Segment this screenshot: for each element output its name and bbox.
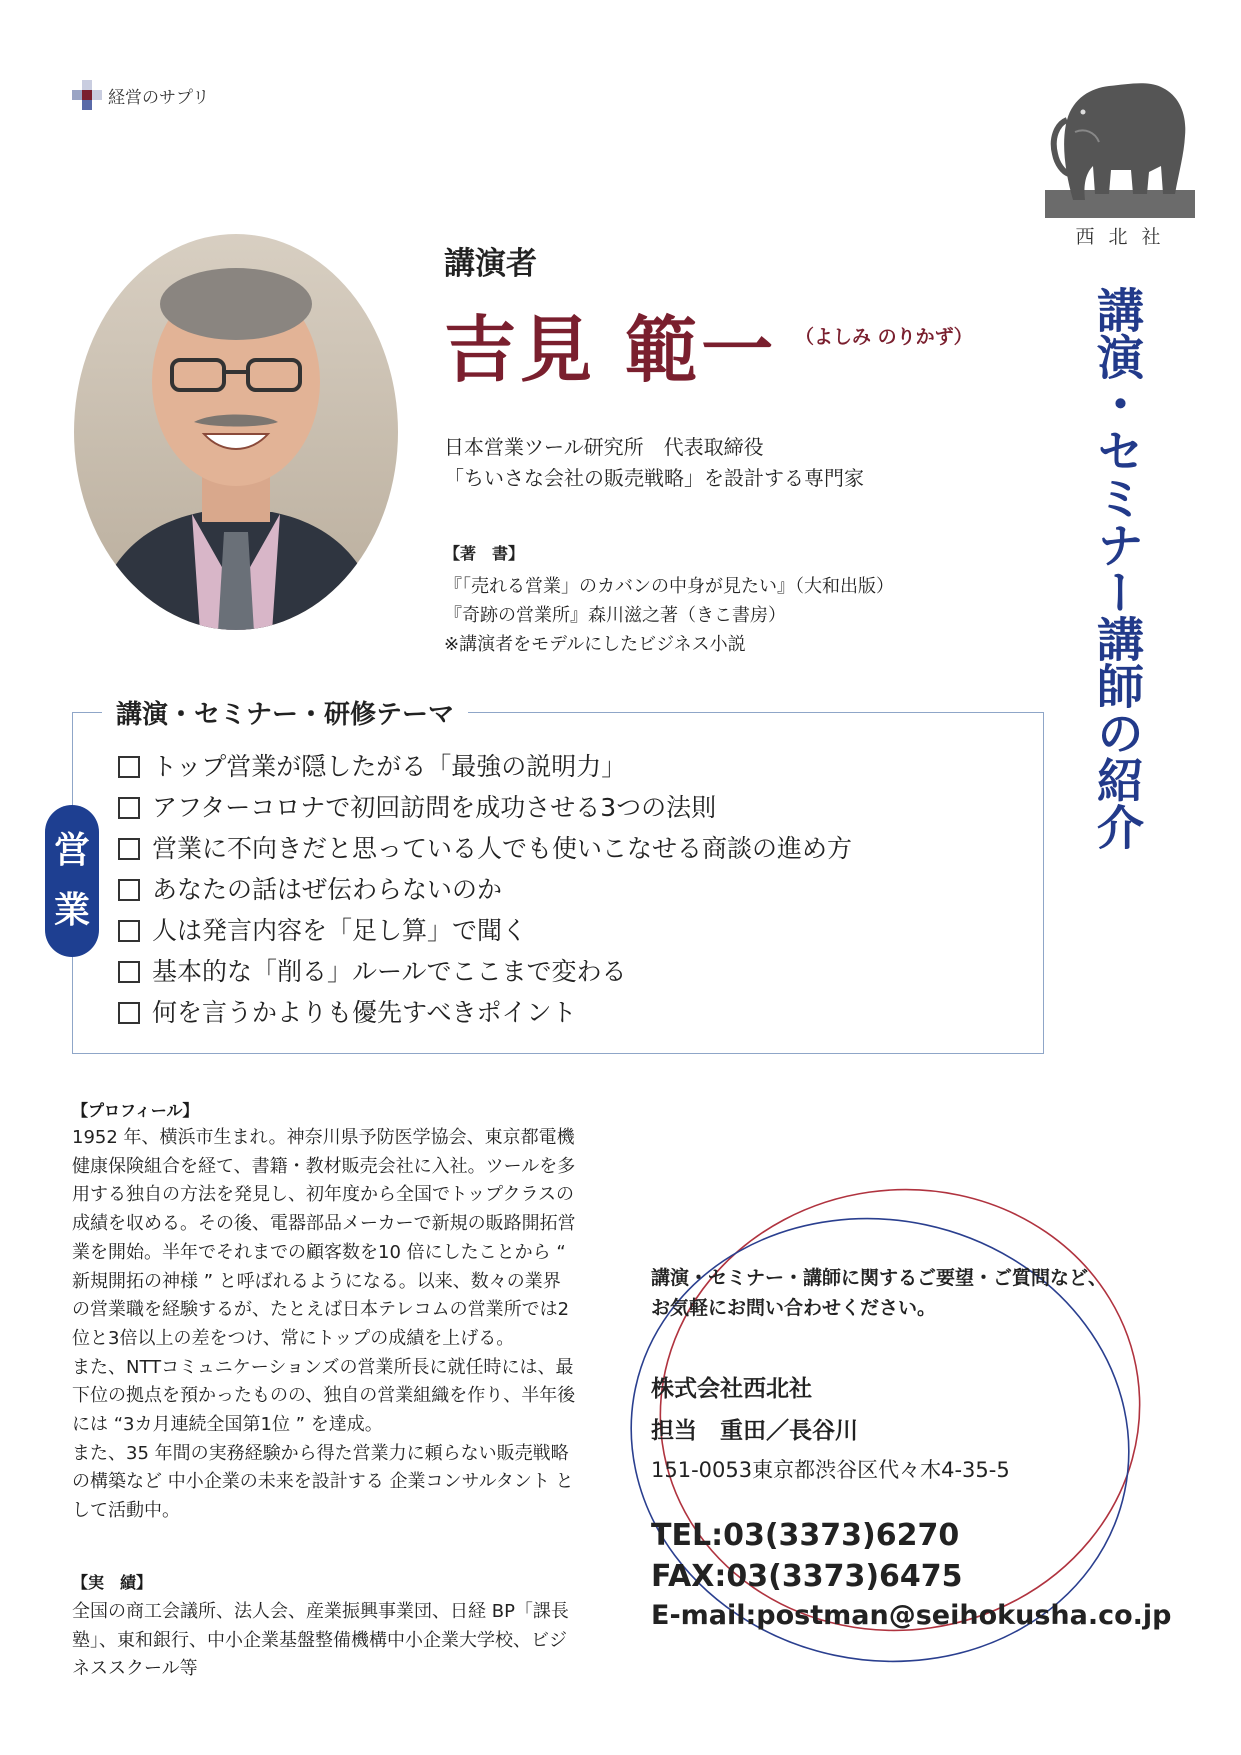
theme-text: 基本的な「削る」ルールでここまで変わる bbox=[152, 957, 627, 986]
company-name: 株式会社西北社 bbox=[651, 1376, 812, 1402]
list-item bbox=[118, 746, 852, 787]
list-item bbox=[118, 787, 852, 828]
theme-text: トップ営業が隠したがる「最強の説明力」 bbox=[152, 752, 627, 781]
books-list bbox=[444, 572, 894, 659]
checkbox-icon bbox=[118, 1002, 140, 1024]
category-char: 営 bbox=[53, 830, 90, 871]
publisher-logo-text: 西北社 bbox=[1075, 226, 1175, 248]
profile-paragraph: また、NTTコミュニケーションズの営業所長に就任時には、最下位の拠点を預かったものの、独自の営業組織を作り、半年後には “3カ月連続全国第1位 ” を達成。 bbox=[72, 1356, 576, 1436]
brand-name: 経営のサプリ bbox=[108, 87, 210, 108]
brand bbox=[72, 78, 209, 112]
list-item bbox=[118, 951, 852, 992]
book-note: ※講演者をモデルにしたビジネス小説 bbox=[444, 634, 746, 655]
contact-address: 151-0053東京都渋谷区代々木4-35-5 bbox=[651, 1458, 1010, 1482]
books-heading: 【著 書】 bbox=[444, 544, 525, 563]
list-item bbox=[118, 828, 852, 869]
profile-body bbox=[72, 1124, 577, 1526]
theme-text: 営業に不向きだと思っている人でも使いこなせる商談の進め方 bbox=[152, 834, 853, 863]
contact-intro-line: 講演・セミナー・講師に関するご要望・ご質問など、 bbox=[651, 1267, 1108, 1289]
affiliation-line: 「ちいさな会社の販売戦略」を設計する専門家 bbox=[444, 466, 864, 490]
page-title: 講演・セミナー講師の紹介 bbox=[1089, 286, 1144, 850]
speaker-label: 講演者 bbox=[444, 246, 537, 282]
brand-mark-icon bbox=[72, 80, 102, 110]
book-item: 『奇跡の営業所』森川滋之著（きこ書房） bbox=[444, 605, 786, 626]
speaker-photo bbox=[72, 232, 400, 632]
checkbox-icon bbox=[118, 961, 140, 983]
category-char: 業 bbox=[53, 890, 90, 931]
theme-text: あなたの話はぜ伝わらないのか bbox=[152, 875, 503, 904]
speaker-reading: （よしみ のりかず） bbox=[795, 326, 973, 348]
checkbox-icon bbox=[118, 920, 140, 942]
profile-paragraph: 1952 年、横浜市生まれ。神奈川県予防医学協会、東京都電機健康保険組合を経て、書籍・教材販売会社に入社。ツールを多用する独自の方法を発見し、初年度から全国でトップクラスの成績を収める。その後、電器部品メーカーで新規の販路開拓営業を開始。半年でそれまでの顧客数を10 倍にしたことから “ 新規開拓の神様 ” と呼ばれるようになる。以来、数々の業界の営業職を経験するが、たとえば日本テレコムの営業所では2位と3倍以上の差をつけ、常にトップの成績を上げる。 bbox=[72, 1127, 576, 1349]
themes-heading: 講演・セミナー・研修テーマ bbox=[102, 694, 468, 731]
contact-intro bbox=[651, 1263, 1107, 1323]
contact-email[interactable]: E-mail:postman@seihokusha.co.jp bbox=[651, 1600, 1172, 1631]
profile-heading: 【プロフィール】 bbox=[72, 1101, 199, 1120]
themes-list bbox=[118, 746, 852, 1033]
speaker-name: 吉見 範一 bbox=[444, 308, 778, 392]
contact-fax: FAX:03(3373)6475 bbox=[651, 1559, 963, 1594]
checkbox-icon bbox=[118, 838, 140, 860]
speaker-affiliation bbox=[444, 432, 864, 494]
theme-text: 何を言うかよりも優先すべきポイント bbox=[152, 998, 577, 1027]
contact-person: 担当 重田／長谷川 bbox=[651, 1418, 858, 1444]
book-item: 『「売れる営業」のカバンの中身が見たい』（大和出版） bbox=[444, 576, 894, 597]
list-item bbox=[118, 869, 852, 910]
category-badge bbox=[45, 805, 99, 957]
checkbox-icon bbox=[118, 879, 140, 901]
affiliation-line: 日本営業ツール研究所 代表取締役 bbox=[444, 435, 764, 459]
list-item bbox=[118, 992, 852, 1033]
theme-text: アフターコロナで初回訪問を成功させる3つの法則 bbox=[152, 793, 717, 822]
results-body: 全国の商工会議所、法人会、産業振興事業団、日経 BP「課長塾」、東和銀行、中小企業基盤整備機構中小企業大学校、ビジネススクール等 bbox=[72, 1601, 569, 1680]
checkbox-icon bbox=[118, 797, 140, 819]
contact-tel: TEL:03(3373)6270 bbox=[651, 1518, 960, 1553]
checkbox-icon bbox=[118, 756, 140, 778]
profile-paragraph: また、35 年間の実務経験から得た営業力に頼らない販売戦略の構築など 中小企業の未来を設計する 企業コンサルタント として活動中。 bbox=[72, 1442, 574, 1522]
contact-intro-line: お気軽にお問い合わせください。 bbox=[651, 1297, 937, 1319]
results-heading: 【実 績】 bbox=[72, 1573, 153, 1592]
theme-text: 人は発言内容を「足し算」で聞く bbox=[152, 916, 528, 945]
list-item bbox=[118, 910, 852, 951]
